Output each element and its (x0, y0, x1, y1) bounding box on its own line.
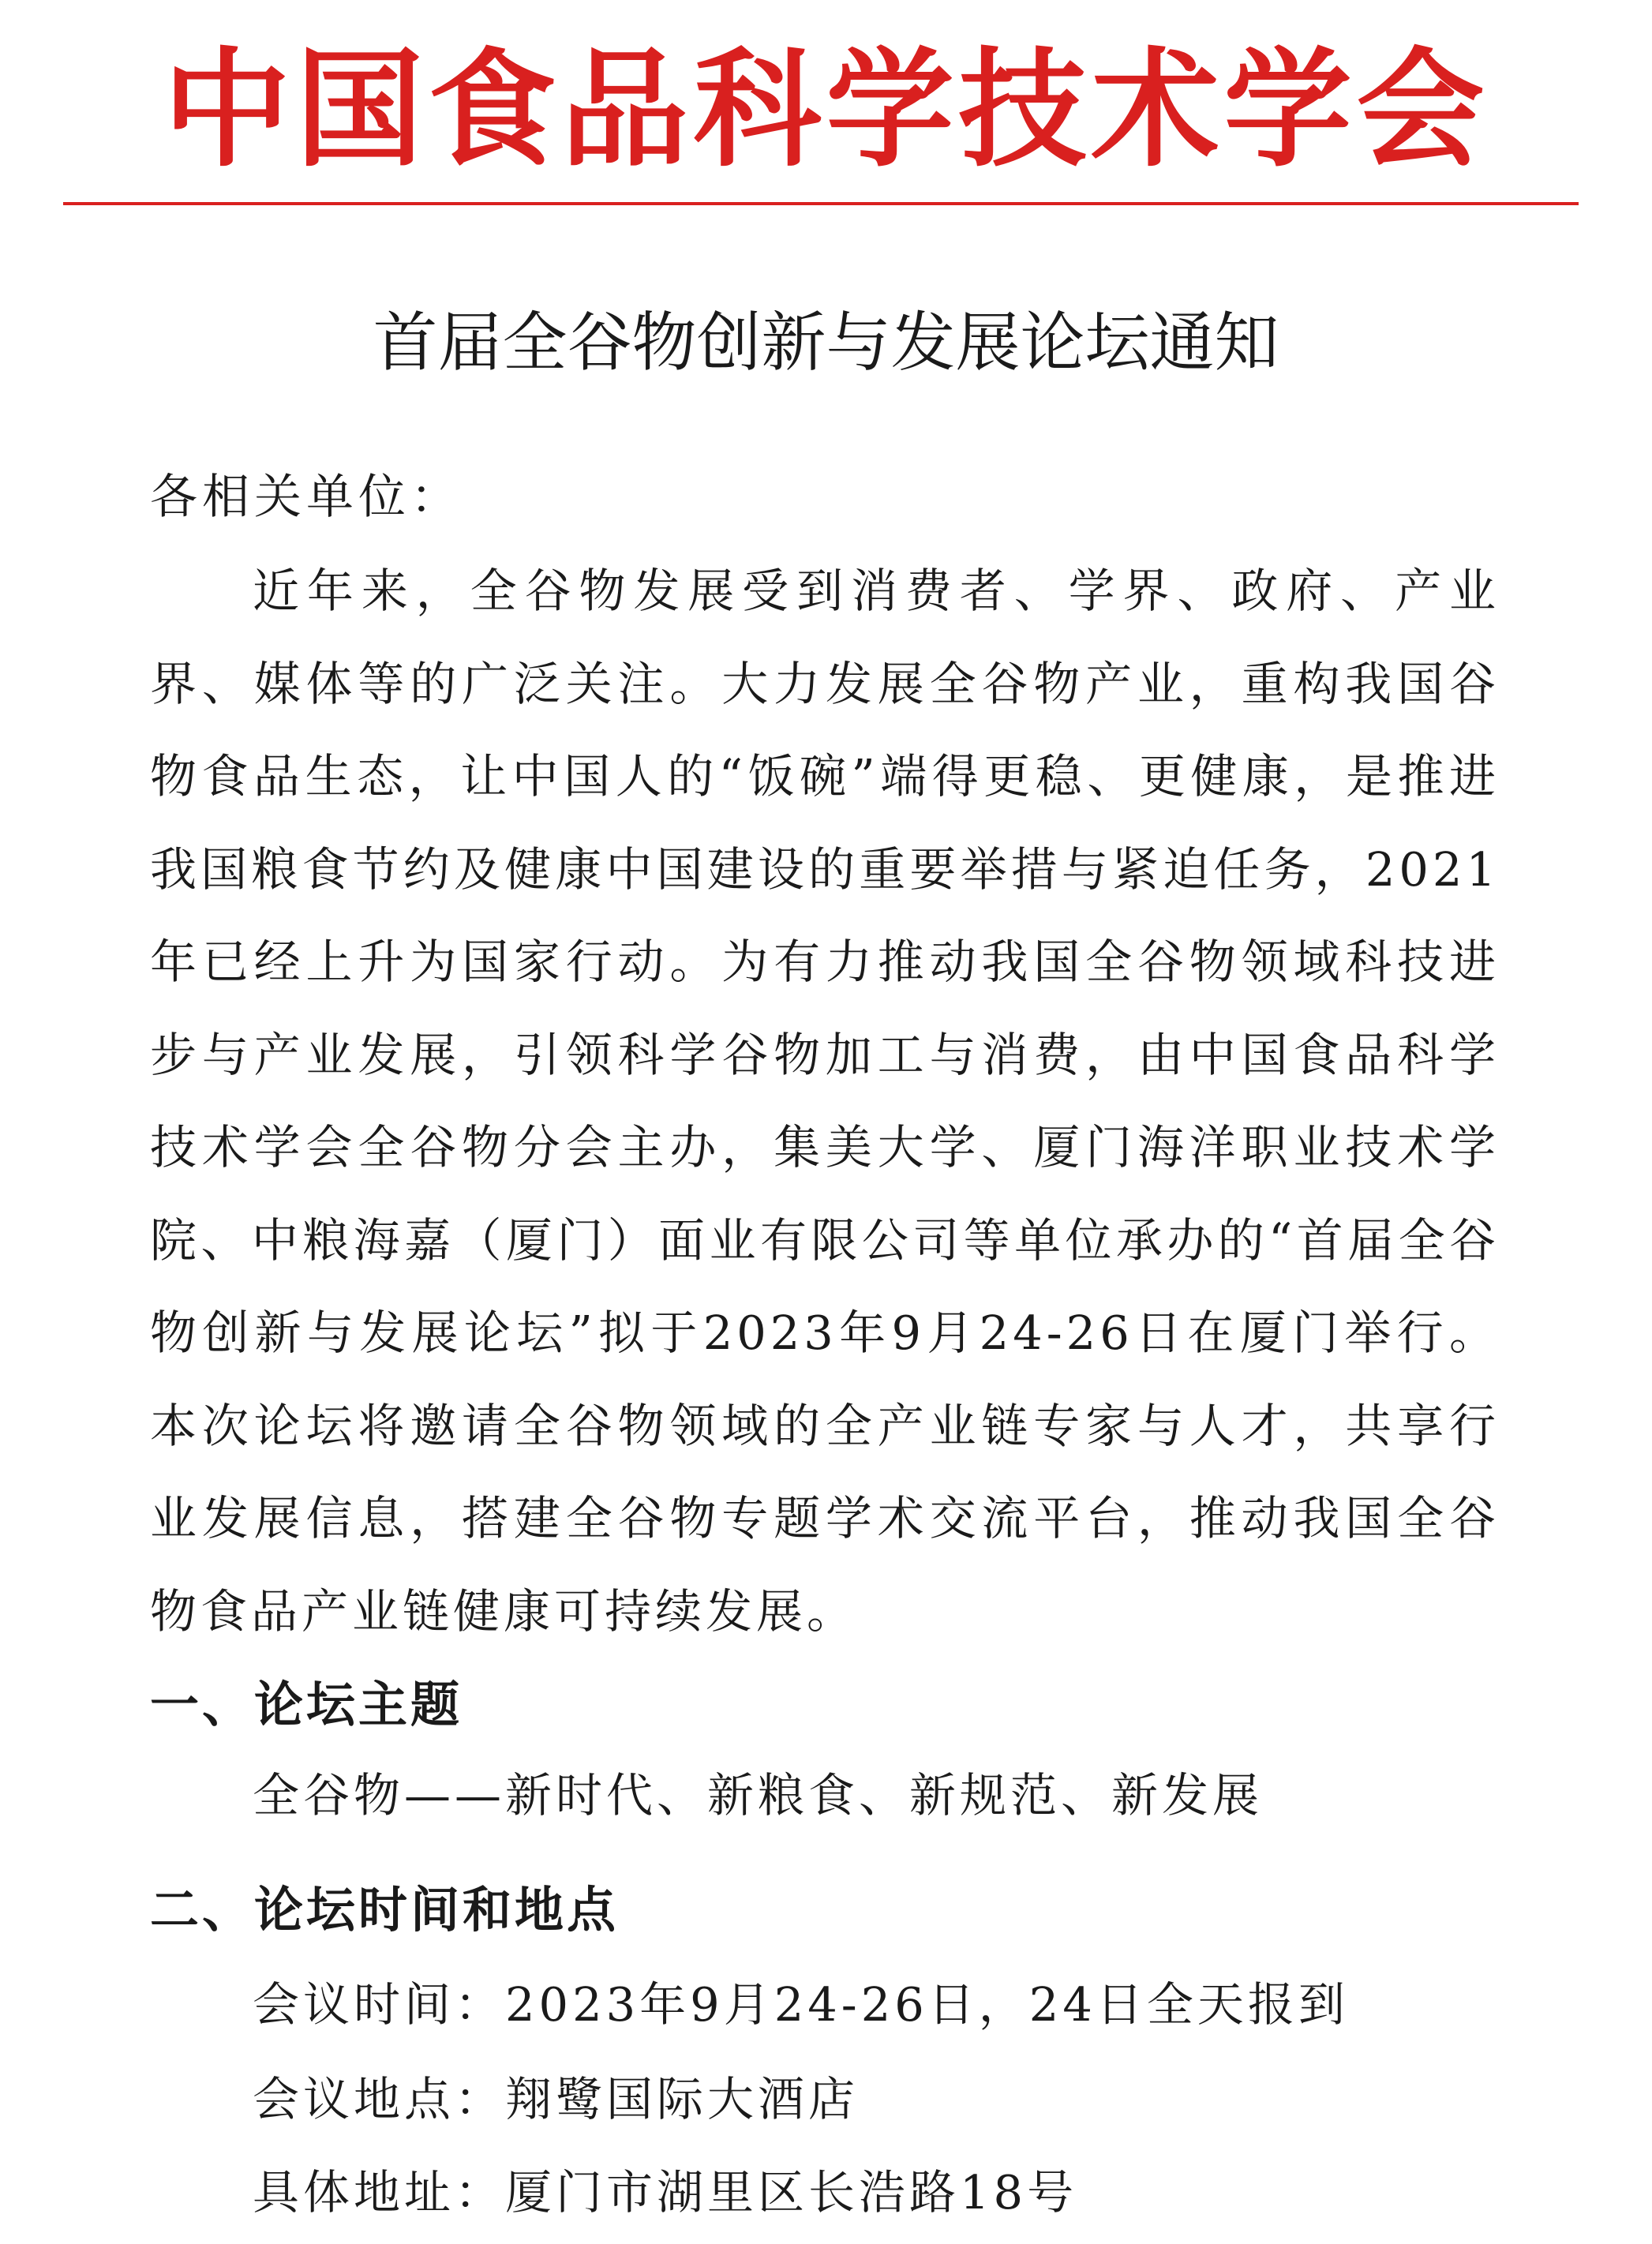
salutation: 各相关单位： (150, 470, 463, 525)
meeting-address-label: 具体地址： (253, 2165, 506, 2220)
meeting-venue-value: 翔鹭国际大酒店 (505, 2072, 860, 2126)
meeting-address-line (253, 2153, 1077, 2232)
meeting-time-value: 2023年9月24-26日，24日全天报到 (505, 1977, 1349, 2032)
meeting-time-label: 会议时间： (253, 1977, 506, 2032)
section-heading-time-place: 二、论坛时间和地点 (150, 1881, 620, 1939)
intro-paragraph: 近年来，全谷物发展受到消费者、学界、政府、产业界、媒体等的广泛关注。大力发展全谷物产业，重构我国谷物食品生态，让中国人的“饭碗”端得更稳、更健康，是推进我国粮食节约及健康中国建设的重要举措与紧迫任务，2021年已经上升为国家行动。为有力推动我国全谷物领域科技进步与产业发展，引领科学谷物加工与消费，由中国食品科学技术学会全谷物分会主办，集美大学、厦门海洋职业技术学院、中粮海嘉（厦门）面业有限公司等单位承办的“首届全谷物创新与发展论坛”拟于2023年9月24-26日在厦门举行。本次论坛将邀请全谷物领域的全产业链专家与人才，共享行业发展信息，搭建全谷物专题学术交流平台，推动我国全谷物食品产业链健康可持续发展。 (150, 564, 1500, 1639)
section-heading-theme: 一、论坛主题 (150, 1676, 463, 1733)
letterhead-red-rule (63, 202, 1579, 205)
document-title: 首届全谷物创新与发展论坛通知 (373, 305, 1279, 380)
meeting-address-value: 厦门市湖里区长浩路18号 (505, 2165, 1078, 2220)
meeting-venue-line (253, 2060, 859, 2139)
meeting-venue-label: 会议地点： (253, 2072, 506, 2126)
meeting-time-line (253, 1965, 1349, 2044)
organization-letterhead: 中国食品科学技术学会 (163, 36, 1489, 185)
forum-theme-text: 全谷物——新时代、新粮食、新规范、新发展 (253, 1768, 1264, 1823)
